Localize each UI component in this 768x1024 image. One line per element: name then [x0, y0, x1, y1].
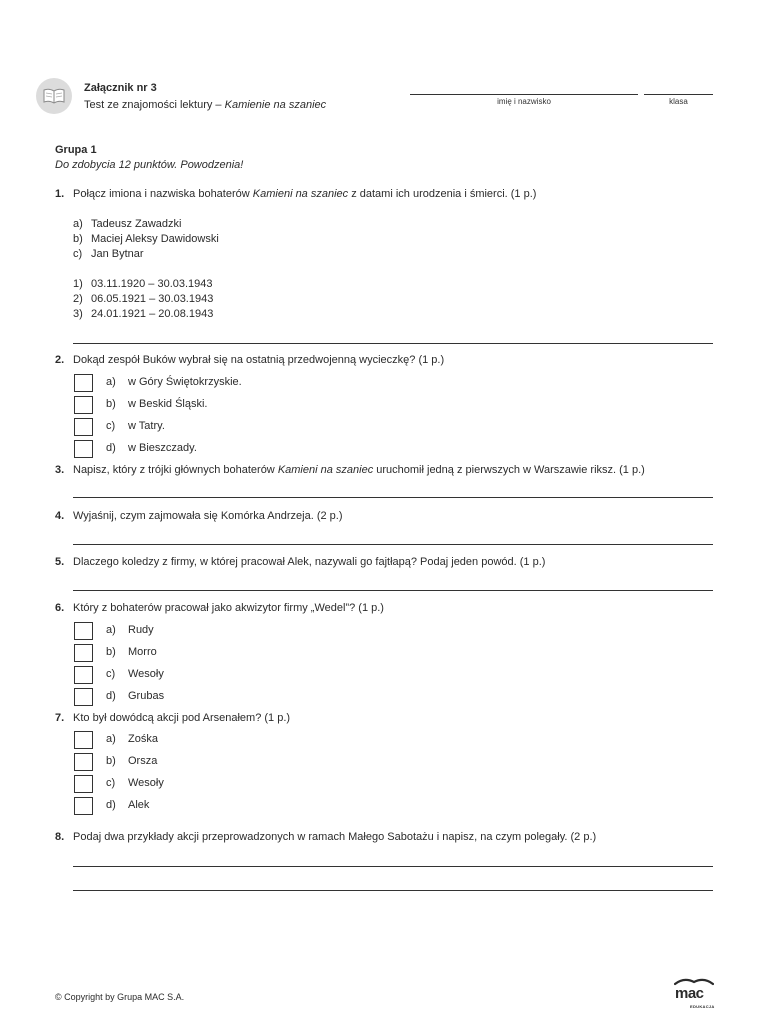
option-text: Morro [128, 646, 157, 658]
option-letter: b) [106, 398, 116, 410]
option-text: Alek [128, 799, 150, 811]
logo-word: mac [675, 985, 704, 1002]
question-text: Wyjaśnij, czym zajmowała się Komórka Andrzeja. (2 p.) [73, 510, 343, 522]
option-text: Grubas [128, 690, 165, 702]
answer-line[interactable] [73, 866, 713, 867]
question-number: 4. [55, 510, 65, 522]
copyright-text: © Copyright by Grupa MAC S.A. [55, 992, 185, 1002]
question-text-italic: Kamieni na szaniec [277, 464, 374, 476]
answer-checkbox[interactable] [74, 666, 93, 684]
option-text: Wesoły [128, 777, 164, 789]
answer-checkbox[interactable] [74, 688, 93, 706]
option-letter: c) [106, 668, 116, 680]
person-name: Tadeusz Zawadzki [91, 218, 182, 230]
question-text-part: z datami ich urodzenia i śmierci. (1 p.) [348, 188, 537, 200]
answer-line[interactable] [73, 890, 713, 891]
answer-checkbox[interactable] [74, 418, 93, 436]
option-letter: c) [106, 777, 116, 789]
question-number: 8. [55, 831, 65, 843]
option-text: w Tatry. [128, 420, 165, 432]
question-text: Dokąd zespół Buków wybrał się na ostatnią przedwojenną wycieczkę? (1 p.) [73, 354, 445, 366]
option-letter: b) [106, 755, 116, 767]
question-text [73, 188, 536, 200]
group-subtitle: Do zdobycia 12 punktów. Powodzenia! [55, 159, 244, 171]
question-number: 6. [55, 602, 65, 614]
option-letter: d) [106, 799, 116, 811]
date-number: 2) [73, 293, 83, 305]
option-letter: a) [106, 733, 116, 745]
question-text [73, 464, 645, 476]
answer-checkbox[interactable] [74, 753, 93, 771]
question-text-part: Napisz, który z trójki głównych bohaterów [73, 464, 278, 476]
answer-checkbox[interactable] [74, 622, 93, 640]
person-name: Jan Bytnar [91, 248, 144, 260]
option-text: w Góry Świętokrzyskie. [128, 376, 242, 388]
question-text: Kto był dowódcą akcji pod Arsenałem? (1 p.) [73, 712, 291, 724]
question-text-part: Połącz imiona i nazwiska bohaterów [73, 188, 253, 200]
option-letter: d) [106, 442, 116, 454]
class-line[interactable] [644, 94, 713, 95]
book-logo [36, 78, 72, 114]
option-text: Zośka [128, 733, 158, 745]
answer-checkbox[interactable] [74, 797, 93, 815]
question-number: 7. [55, 712, 65, 724]
option-letter: a) [106, 624, 116, 636]
group-title: Grupa 1 [55, 144, 97, 156]
question-text-part: uruchomił jedną z pierwszych w Warszawie riksz. (1 p.) [373, 464, 645, 476]
date-range: 24.01.1921 – 20.08.1943 [91, 308, 214, 320]
question-number: 3. [55, 464, 65, 476]
option-text: Orsza [128, 755, 158, 767]
option-text: Rudy [128, 624, 154, 636]
answer-line[interactable] [73, 497, 713, 498]
option-letter: a) [106, 376, 116, 388]
date-number: 3) [73, 308, 83, 320]
person-letter: b) [73, 233, 83, 245]
question-number: 1. [55, 188, 65, 200]
option-text: w Beskid Śląski. [128, 398, 208, 410]
answer-line[interactable] [73, 343, 713, 344]
answer-line[interactable] [73, 590, 713, 591]
date-number: 1) [73, 278, 83, 290]
test-subtitle [84, 99, 326, 111]
answer-checkbox[interactable] [74, 775, 93, 793]
question-number: 5. [55, 556, 65, 568]
option-letter: c) [106, 420, 116, 432]
mac-logo [672, 976, 716, 1012]
question-text: Który z bohaterów pracował jako akwizytor firmy „Wedel”? (1 p.) [73, 602, 384, 614]
person-letter: c) [73, 248, 83, 260]
question-text-italic: Kamieni na szaniec [252, 188, 349, 200]
option-letter: b) [106, 646, 116, 658]
attachment-title: Załącznik nr 3 [84, 82, 157, 94]
person-letter: a) [73, 218, 83, 230]
option-letter: d) [106, 690, 116, 702]
answer-checkbox[interactable] [74, 731, 93, 749]
date-range: 06.05.1921 – 30.03.1943 [91, 293, 214, 305]
answer-line[interactable] [73, 544, 713, 545]
subtitle-book: Kamienie na szaniec [224, 99, 327, 111]
question-text: Podaj dwa przykłady akcji przeprowadzonych w ramach Małego Sabotażu i napisz, na czym polegały. (2 p.) [73, 831, 597, 843]
question-text: Dlaczego koledzy z firmy, w której pracował Alek, nazywali go fajtłapą? Podaj jeden powód. (1 p.) [73, 556, 546, 568]
question-number: 2. [55, 354, 65, 366]
answer-checkbox[interactable] [74, 374, 93, 392]
name-label: imię i nazwisko [497, 97, 551, 106]
class-label: klasa [669, 97, 688, 106]
option-text: w Bieszczady. [128, 442, 197, 454]
person-name: Maciej Aleksy Dawidowski [91, 233, 219, 245]
logo-small-text: EDUKACJA [690, 1004, 715, 1009]
subtitle-prefix: Test ze znajomości lektury – [84, 99, 225, 111]
answer-checkbox[interactable] [74, 396, 93, 414]
open-book-icon [43, 87, 65, 105]
name-line[interactable] [410, 94, 638, 95]
answer-checkbox[interactable] [74, 440, 93, 458]
option-text: Wesoły [128, 668, 164, 680]
date-range: 03.11.1920 – 30.03.1943 [91, 278, 213, 290]
answer-checkbox[interactable] [74, 644, 93, 662]
